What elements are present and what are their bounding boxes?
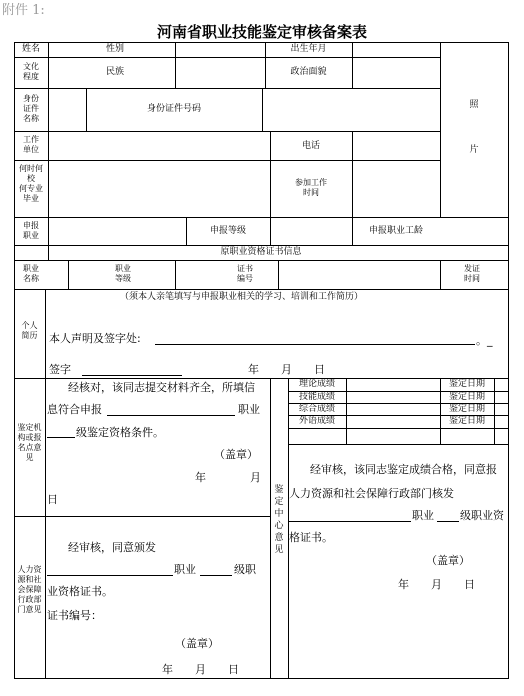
center-line1: 经审核，该同志鉴定成绩合格，同意报	[310, 463, 497, 476]
gender-label: 性别	[105, 44, 124, 54]
cert-no-label: 证书 编号	[237, 264, 253, 283]
score-overall-date: 鉴定日期	[448, 404, 485, 414]
center-line3a: 职业	[412, 509, 434, 522]
phone-label: 电话	[301, 141, 320, 151]
declaration-end: 。_	[476, 334, 493, 347]
score-language-date: 鉴定日期	[448, 416, 485, 426]
center-line2: 人力资源和社会保障行政部门核发	[289, 487, 454, 500]
hr-label: 人力资 源和社 会保障 行政部 门意见	[17, 565, 42, 614]
photo-label-2: 片	[469, 145, 479, 155]
hr-line3: 业资格证书。	[47, 585, 113, 598]
attachment-label: 附件 1:	[2, 3, 45, 18]
center-date: 年 月 日	[398, 578, 475, 591]
sign-label: 签字	[49, 363, 71, 376]
cert-level-label: 职业 等级	[115, 264, 131, 283]
org-review-line2b: 职业	[238, 403, 260, 416]
hr-line4: 证书编号：	[47, 609, 102, 622]
cert-section-title: 原职业资格证书信息	[220, 247, 302, 257]
score-overall: 综合成绩	[298, 404, 335, 414]
resume-date: 年 月 日	[248, 363, 325, 376]
center-line3b: 级职业资	[460, 509, 504, 522]
center-seal: （盖章）	[426, 554, 470, 567]
photo-label: 照	[469, 100, 479, 110]
org-review-label: 鉴定机 构或报 名点意 见	[17, 423, 42, 462]
org-review-line2: 息符合申报	[47, 403, 102, 416]
form-title: 河南省职业技能鉴定审核备案表	[156, 23, 367, 41]
score-theory-date: 鉴定日期	[448, 379, 485, 389]
birth-label: 出生年月	[290, 44, 327, 54]
ethnicity-label: 民族	[105, 67, 124, 77]
score-skill: 技能成绩	[298, 392, 335, 402]
school-label: 何时何 校 何专业 毕业	[19, 164, 43, 203]
cert-occupation-label: 职业 名称	[23, 264, 39, 283]
resume-note: （须本人亲笔填写与申报职业相关的学习、培训和工作简历）	[120, 292, 364, 302]
center-line4: 格证书。	[289, 531, 333, 544]
level-label: 申报等级	[209, 226, 246, 236]
org-review-seal: （盖章）	[214, 448, 258, 461]
hr-date: 年 月 日	[162, 663, 239, 676]
resume-label: 个人 简历	[21, 321, 38, 340]
declaration-label: 本人声明及签字处:	[49, 332, 141, 345]
hr-line1: 经审核，同意颁发	[68, 541, 156, 554]
work-unit-label: 工作 单位	[23, 135, 39, 154]
occupation-label: 申报 职业	[23, 221, 39, 240]
hr-line2a: 职业	[174, 563, 196, 576]
years-label: 申报职业工龄	[368, 226, 423, 236]
center-label: 鉴 定 中 心 意 见	[274, 485, 284, 555]
org-review-date1: 年 月	[195, 471, 261, 484]
score-theory: 理论成绩	[298, 379, 335, 389]
hr-seal: （盖章）	[175, 637, 219, 650]
id-number-label: 身份证件号码	[146, 104, 201, 114]
hr-line2b: 级职	[234, 563, 256, 576]
name-label: 姓名	[21, 44, 40, 54]
score-language: 外语成绩	[298, 416, 335, 426]
org-review-line3: 级鉴定资格条件。	[76, 426, 164, 439]
org-review-date2: 日	[47, 493, 58, 506]
political-label: 政治面貌	[290, 67, 327, 77]
cert-issue-label: 发证 时间	[464, 264, 480, 283]
org-review-line1: 经核对，该同志提交材料齐全，所填信	[68, 381, 255, 394]
education-label: 文化 程度	[23, 62, 39, 81]
work-time-label: 参加工作 时间	[295, 178, 327, 197]
score-skill-date: 鉴定日期	[448, 392, 485, 402]
id-type-label: 身份 证件 名称	[23, 94, 39, 123]
